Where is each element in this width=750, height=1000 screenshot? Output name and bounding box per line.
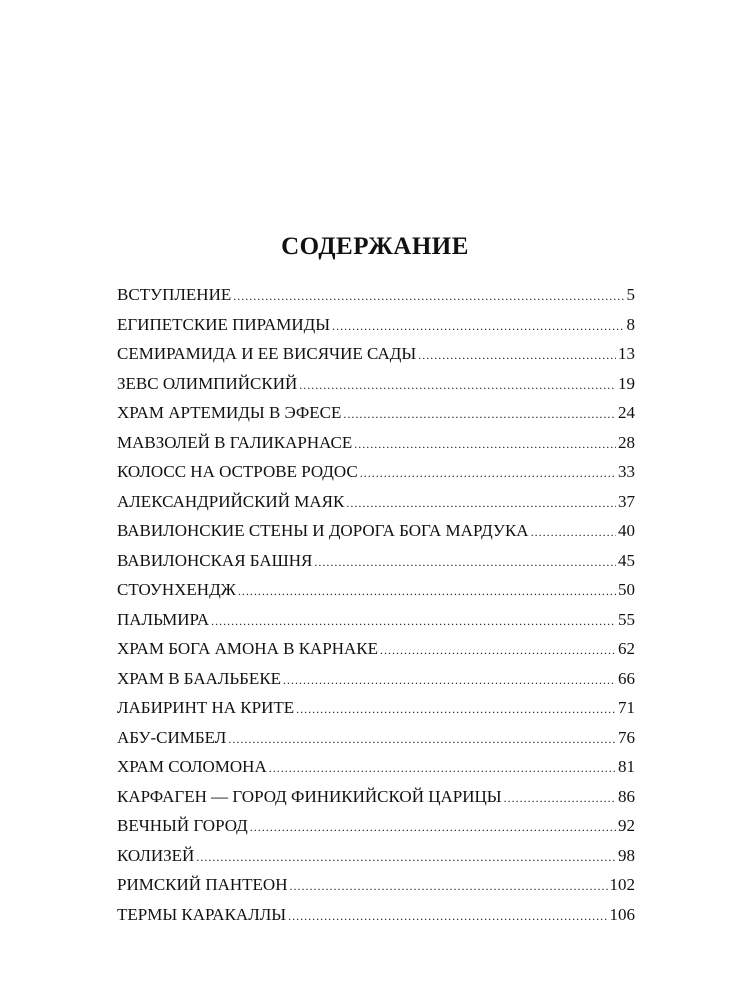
toc-entry-title: МАВЗОЛЕЙ В ГАЛИКАРНАСЕ	[117, 432, 353, 452]
toc-entry-title: ЛАБИРИНТ НА КРИТЕ	[117, 698, 295, 717]
toc-entry	[117, 310, 635, 340]
dot-leader	[196, 843, 616, 873]
toc-entry-title: ВАВИЛОНСКАЯ БАШНЯ	[117, 550, 313, 570]
toc-entry	[117, 723, 635, 753]
toc-entry-title: ТЕРМЫ КАРАКАЛЛЫ	[117, 904, 287, 924]
toc-entry-page-number: 102	[609, 875, 635, 894]
toc-entry	[117, 811, 635, 841]
toc-entry-page-number: 13	[618, 344, 635, 363]
toc-entry	[117, 457, 635, 487]
toc-entry-page-number: 28	[618, 432, 635, 452]
toc-entry	[117, 369, 635, 399]
dot-leader	[354, 430, 616, 460]
toc-entry	[117, 841, 635, 871]
toc-entry	[117, 398, 635, 428]
dot-leader	[233, 282, 624, 312]
dot-leader	[418, 341, 616, 371]
page-title: СОДЕРЖАНИЕ	[281, 233, 469, 260]
toc-entry-title: КОЛОСС НА ОСТРОВЕ РОДОС	[117, 462, 358, 481]
toc-entry	[117, 782, 635, 812]
toc-entry	[117, 575, 635, 605]
toc-entry-title: ЕГИПЕТСКИЕ ПИРАМИДЫ	[117, 314, 331, 334]
dot-leader	[228, 725, 616, 755]
toc-entry	[117, 605, 635, 635]
dot-leader	[343, 400, 616, 430]
dot-leader	[211, 607, 616, 637]
toc-entry-title: ХРАМ В БААЛЬБЕКЕ	[117, 668, 282, 688]
toc-entry-page-number: 81	[618, 757, 635, 776]
toc-entry-page-number: 76	[618, 727, 635, 747]
toc-entry-title: ВАВИЛОНСКИЕ СТЕНЫ И ДОРОГА БОГА МАРДУКА	[117, 521, 529, 540]
toc-entry-page-number: 5	[626, 285, 635, 304]
toc-entry-title: СЕМИРАМИДА И ЕЕ ВИСЯЧИЕ САДЫ	[117, 344, 417, 363]
toc-entry-page-number: 71	[618, 698, 635, 717]
toc-entry-page-number: 37	[618, 491, 635, 511]
toc-entry-title: КАРФАГЕН — ГОРОД ФИНИКИЙСКОЙ ЦАРИЦЫ	[117, 786, 502, 806]
toc-entry-page-number: 19	[618, 373, 635, 393]
toc-entry-title: АБУ-СИМБЕЛ	[117, 727, 227, 747]
toc-entry-page-number: 8	[626, 314, 635, 334]
toc-entry-title: ХРАМ СОЛОМОНА	[117, 757, 267, 776]
toc-entry-page-number: 62	[618, 639, 635, 658]
toc-entry-page-number: 98	[618, 845, 635, 865]
dot-leader	[288, 902, 607, 932]
toc-entry-title: ВЕЧНЫЙ ГОРОД	[117, 816, 248, 835]
toc-entry	[117, 634, 635, 664]
dot-leader	[269, 754, 616, 784]
toc-entry-title: ВСТУПЛЕНИЕ	[117, 285, 232, 304]
toc-entry-page-number: 86	[618, 786, 635, 806]
toc-entry-title: РИМСКИЙ ПАНТЕОН	[117, 875, 288, 894]
toc-entry	[117, 339, 635, 369]
toc-entry-title: КОЛИЗЕЙ	[117, 845, 195, 865]
toc-entry-page-number: 45	[618, 550, 635, 570]
dot-leader	[380, 636, 616, 666]
toc-entry-page-number: 50	[618, 580, 635, 599]
toc-entry-page-number: 66	[618, 668, 635, 688]
toc-entry-title: ХРАМ БОГА АМОНА В КАРНАКЕ	[117, 639, 379, 658]
toc-entry	[117, 280, 635, 310]
toc-entry	[117, 546, 635, 576]
dot-leader	[289, 872, 607, 902]
toc-entry	[117, 870, 635, 900]
table-of-contents	[117, 280, 635, 929]
dot-leader	[504, 784, 616, 814]
toc-entry-page-number: 40	[618, 521, 635, 540]
dot-leader	[238, 577, 616, 607]
toc-entry-title: ЗЕВС ОЛИМПИЙСКИЙ	[117, 373, 298, 393]
dot-leader	[531, 518, 616, 548]
toc-entry	[117, 900, 635, 930]
dot-leader	[283, 666, 616, 696]
dot-leader	[332, 312, 624, 342]
toc-entry	[117, 664, 635, 694]
toc-entry-page-number: 55	[618, 609, 635, 629]
toc-entry	[117, 516, 635, 546]
toc-entry-page-number: 33	[618, 462, 635, 481]
toc-entry-title: ХРАМ АРТЕМИДЫ В ЭФЕСЕ	[117, 403, 342, 422]
dot-leader	[250, 813, 616, 843]
toc-entry-title: СТОУНХЕНДЖ	[117, 580, 236, 599]
toc-entry-page-number: 106	[609, 904, 635, 924]
dot-leader	[299, 371, 616, 401]
toc-entry	[117, 428, 635, 458]
toc-entry	[117, 693, 635, 723]
dot-leader	[296, 695, 616, 725]
dot-leader	[314, 548, 616, 578]
toc-entry-page-number: 92	[618, 816, 635, 835]
dot-leader	[346, 489, 616, 519]
toc-entry	[117, 752, 635, 782]
toc-entry	[117, 487, 635, 517]
dot-leader	[360, 459, 616, 489]
toc-entry-title: АЛЕКСАНДРИЙСКИЙ МАЯК	[117, 491, 345, 511]
toc-entry-title: ПАЛЬМИРА	[117, 609, 210, 629]
toc-entry-page-number: 24	[618, 403, 635, 422]
